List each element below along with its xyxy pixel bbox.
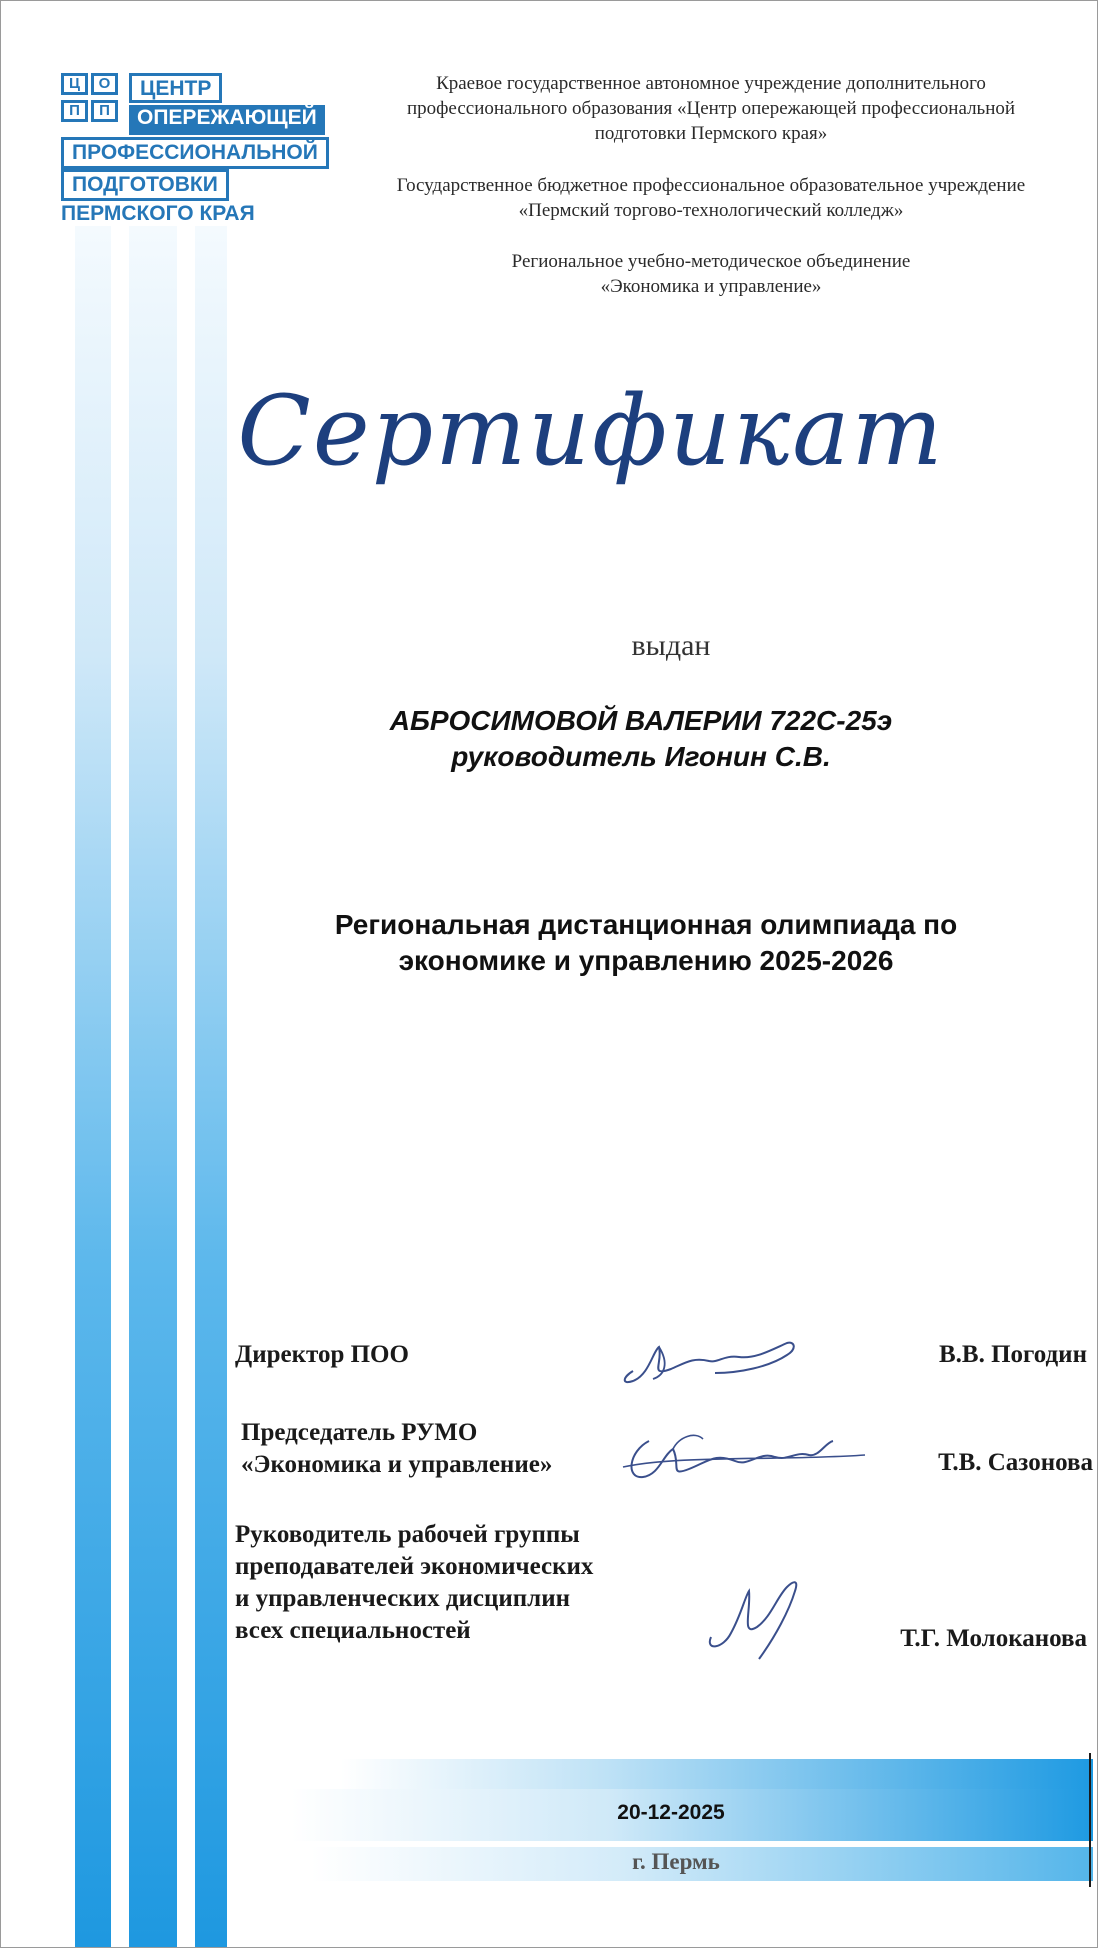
role-line: и управленческих дисциплин [235, 1585, 571, 1612]
header-org-3 [341, 249, 1081, 299]
logo-text-line: ПЕРМСКОГО КРАЯ [61, 202, 255, 225]
role-line: всех специальностей [235, 1617, 471, 1644]
role-line: Руководитель рабочей группы [235, 1521, 580, 1548]
signatory-role-director [235, 1339, 409, 1371]
logo-letter: Ц [61, 73, 88, 95]
signatory-role-chair [241, 1417, 552, 1481]
header-org-2 [341, 173, 1081, 223]
decorative-stripe [129, 226, 177, 1947]
role-line: Директор ПОО [235, 1341, 409, 1368]
header-line: профессионального образования «Центр опережающей профессиональной [406, 98, 1016, 119]
role-line: Председатель РУМО [241, 1419, 478, 1446]
header-line: «Пермский торгово-технологический колледж» [518, 200, 904, 221]
signature-mark [619, 1333, 809, 1389]
header-line: подготовки Пермского края» [594, 123, 828, 144]
header-line: «Экономика и управление» [600, 276, 822, 297]
edge-line [1089, 1753, 1091, 1887]
logo-text-line: ЦЕНТР [129, 73, 222, 103]
event-block [281, 907, 1011, 979]
certificate-title: Сертификат [237, 375, 945, 487]
signature-mark [701, 1567, 821, 1667]
recipient-supervisor: руководитель Игонин С.В. [451, 741, 831, 772]
issued-label: выдан [631, 629, 711, 662]
cpp-logo [61, 73, 361, 223]
logo-grid-icon [61, 73, 123, 125]
decorative-stripe [75, 226, 111, 1947]
recipient-name: АБРОСИМОВОЙ ВАЛЕРИИ 722С-25э [389, 705, 893, 736]
event-line: Региональная дистанционная олимпиада по [334, 909, 958, 940]
header-line: Краевое государственное автономное учреждение дополнительного [436, 73, 986, 94]
signatory-name: Т.В. Сазонова [938, 1449, 1093, 1476]
logo-text-line: ОПЕРЕЖАЮЩЕЙ [129, 105, 325, 135]
logo-letter: П [91, 100, 118, 122]
header-org-1 [341, 71, 1081, 146]
logo-text-line: ПОДГОТОВКИ [61, 169, 229, 201]
role-line: преподавателей экономических [235, 1553, 594, 1580]
header-line: Государственное бюджетное профессиональное образовательное учреждение [396, 175, 1026, 196]
logo-text-line: ПРОФЕССИОНАЛЬНОЙ [61, 137, 329, 169]
signatory-role-group-lead [235, 1519, 593, 1647]
issue-city: г. Пермь [632, 1849, 720, 1874]
signatory-name: Т.Г. Молоканова [900, 1625, 1087, 1652]
signatory-name: В.В. Погодин [938, 1341, 1087, 1368]
logo-letter: П [61, 100, 88, 122]
header-line: Региональное учебно-методическое объединение [511, 251, 911, 272]
recipient-block [301, 703, 981, 775]
issue-date: 20-12-2025 [617, 1801, 725, 1824]
event-line: экономике и управлению 2025-2026 [398, 945, 894, 976]
signature-mark [619, 1421, 869, 1491]
role-line: «Экономика и управление» [241, 1451, 553, 1478]
footer-band [341, 1759, 1093, 1789]
logo-letter: О [91, 73, 118, 95]
